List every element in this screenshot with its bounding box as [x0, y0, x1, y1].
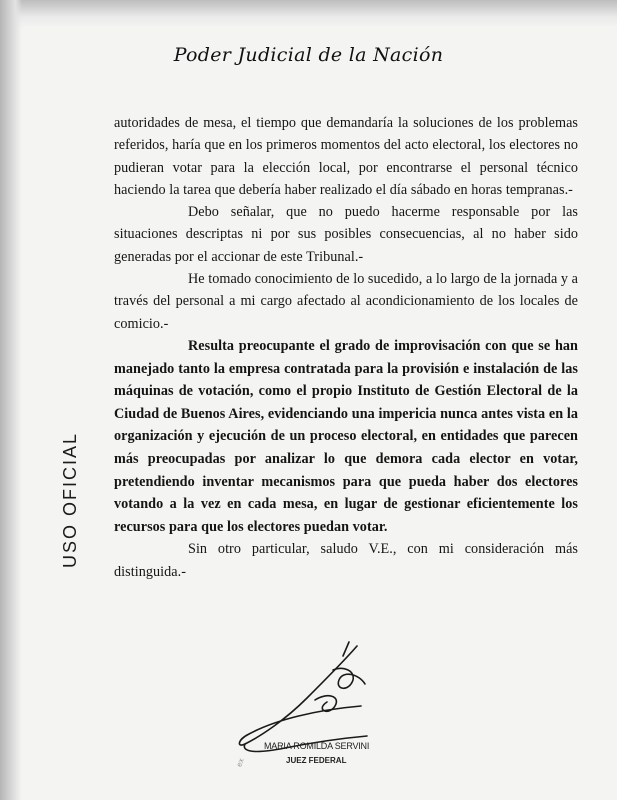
letter-body [114, 112, 578, 583]
paragraph: Resulta preocupante el grado de improvisación con que se han manejado tanto la empresa contratada para la provisión e instalación de las máquinas de votación, como el propio Instituto de Gestión Electoral de la Ciudad de Buenos Aires, evidenciando una impericia nunca antes vista en la organización y ejecución de un proceso electoral, en entidades que parecen más preocupadas por analizar lo que demora cada elector en votar, pretendiendo inventar mecanismos para que pueda haber dos electores votando a la vez en cada mesa, en lugar de gestionar eficientemente los recursos para que los electores puedan votar. [114, 337, 578, 535]
scan-shadow-left [0, 0, 22, 800]
side-stamp: USO OFICIAL [60, 431, 80, 568]
paragraph: He tomado conocimiento de lo sucedido, a lo largo de la jornada y a través del personal a mi cargo afectado al acondicionamiento de los locales de comicio.- [114, 271, 578, 332]
paragraph: Debo señalar, que no puedo hacerme responsable por las situaciones descriptas ni por sus posibles consecuencias, al no haber sido generadas por el accionar de este Tribunal.- [114, 204, 578, 265]
closing-paragraph: Sin otro particular, saludo V.E., con mi consideración más distinguida.- [114, 541, 578, 580]
paragraph: autoridades de mesa, el tiempo que demandaría la soluciones de los problemas referidos, haría que en los primeros momentos del acto electoral, los electores no pudieran votar para la elección local, por encontrarse el personal técnico haciendo la tarea que debería haber realizado el día sábado en horas tempranas.- [114, 115, 578, 198]
signatory-title: JUEZ FEDERAL [286, 756, 347, 765]
page-mark: ex [234, 756, 246, 769]
letterhead: Poder Judicial de la Nación [173, 44, 444, 66]
scan-shadow-top [0, 0, 617, 28]
signatory-name: MARIA ROMILDA SERVINI [264, 741, 370, 751]
